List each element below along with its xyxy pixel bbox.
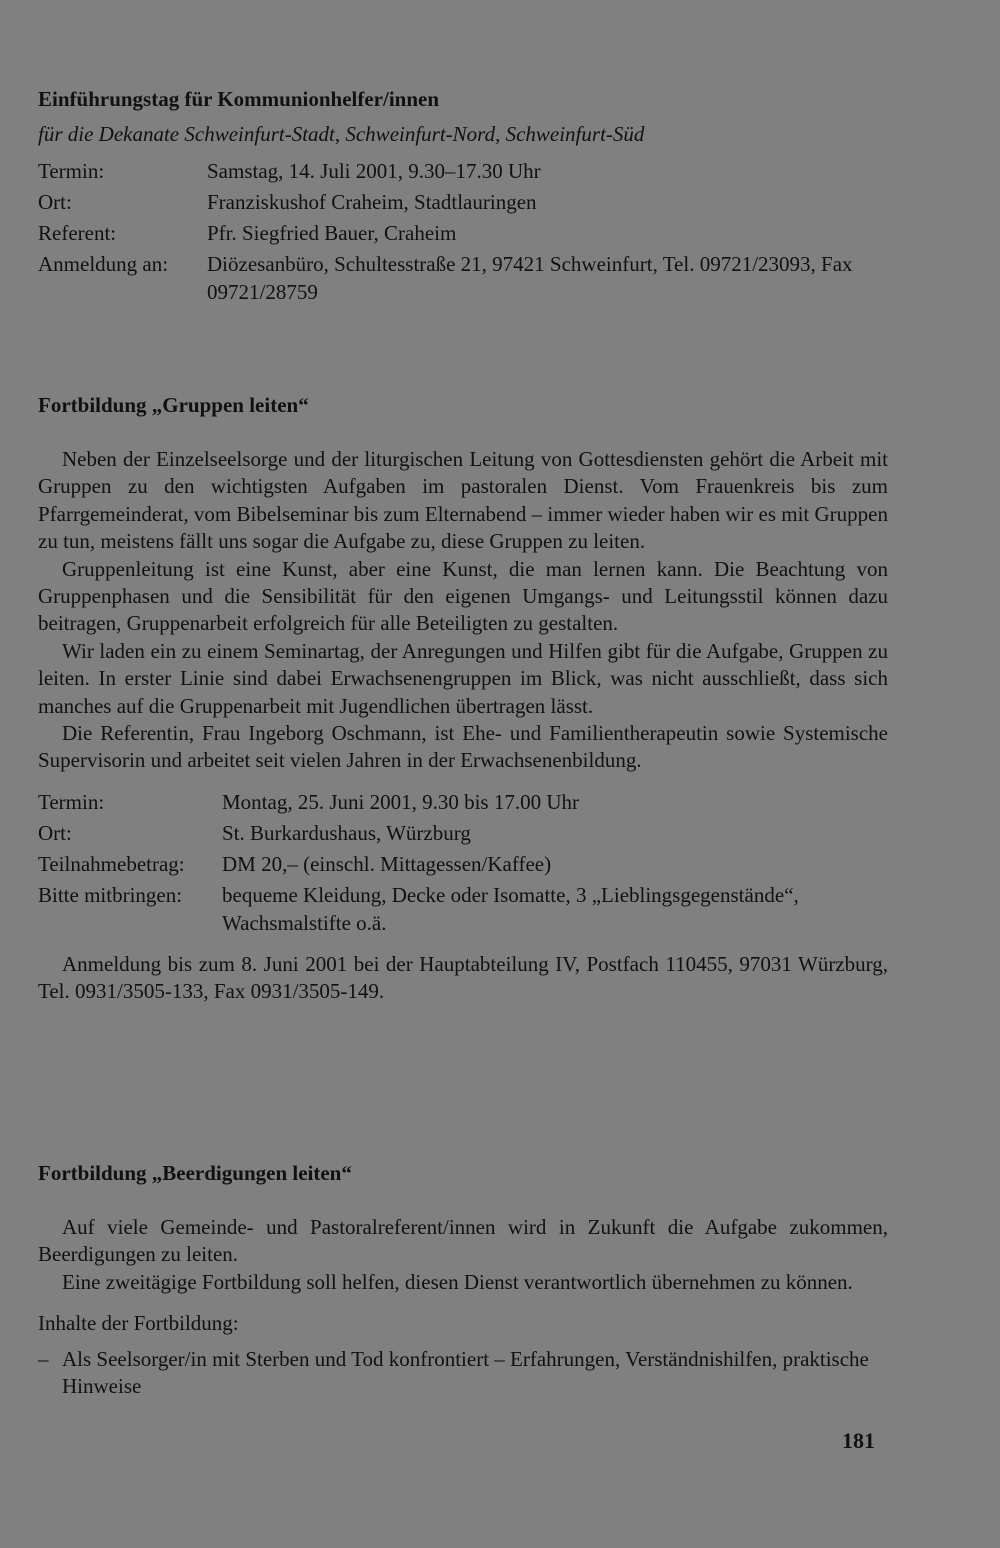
page-number: 181 [842, 1428, 875, 1453]
paragraph: Die Referentin, Frau Ingeborg Oschmann, ist Ehe- und Familientherapeutin sowie Systemische Supervisorin und arbeitet seit vielen Jahren in der Erwachsenenbildung. [38, 721, 888, 773]
info-label: Termin: [38, 159, 105, 183]
section-subtitle: für die Dekanate Schweinfurt-Stadt, Schweinfurt-Nord, Schweinfurt-Süd [38, 122, 645, 146]
info-value: Franziskushof Craheim, Stadtlauringen [207, 190, 537, 214]
info-value: Samstag, 14. Juli 2001, 9.30–17.30 Uhr [207, 159, 541, 183]
paragraph: Auf viele Gemeinde- und Pastoralreferent/innen wird in Zukunft die Aufgabe zukommen, Beerdigungen zu leiten. [38, 1215, 888, 1267]
info-label: Teilnahmebetrag: [38, 851, 185, 876]
paragraph: Wir laden ein zu einem Seminartag, der Anregungen und Hilfen gibt für die Aufgabe, Gruppen zu leiten. In erster Linie sind dabei Erwachsenengruppen im Blick, was nicht ausschließt, dass sich manches auf die Gruppenarbeit mit Jugendlichen übertragen lässt. [38, 638, 888, 718]
info-label: Ort: [38, 190, 72, 214]
info-label: Referent: [38, 221, 117, 245]
info-value: bequeme Kleidung, Decke oder Isomatte, 3 „Lieblingsgegenstände“, Wachsmalstifte o.ä. [222, 882, 799, 935]
info-value: Pfr. Siegfried Bauer, Craheim [207, 221, 457, 245]
section-beerdigungen-leiten [38, 1160, 888, 1400]
section-kommunionhelfer [38, 86, 888, 306]
section-title: Einführungstag für Kommunionhelfer/innen [38, 87, 440, 111]
section-title: Fortbildung „Beerdigungen leiten“ [38, 1161, 352, 1185]
info-table [38, 154, 888, 306]
info-label: Termin: [38, 789, 105, 814]
info-value: DM 20,– (einschl. Mittagessen/Kaffee) [222, 851, 552, 876]
list-item-text: Als Seelsorger/in mit Sterben und Tod konfrontiert – Erfahrungen, Verständnishilfen, praktische Hinweise [62, 1346, 869, 1399]
info-value: St. Burkardushaus, Würzburg [222, 820, 471, 845]
info-label: Bitte mitbringen: [38, 882, 183, 907]
paragraph: Gruppenleitung ist eine Kunst, aber eine Kunst, die man lernen kann. Die Beachtung von Gruppenphasen und die Sensibilität für den eigenen Umgangs- und Leitungsstil können dazu beitragen, Gruppenarbeit erfolgreich für alle Beteiligten zu gestalten. [38, 556, 888, 636]
info-value: Montag, 25. Juni 2001, 9.30 bis 17.00 Uhr [222, 789, 579, 814]
body-text [38, 1214, 888, 1296]
section-title: Fortbildung „Gruppen leiten“ [38, 393, 309, 417]
registration-note: Anmeldung bis zum 8. Juni 2001 bei der Hauptabteilung IV, Postfach 110455, 97031 Würzburg, Tel. 0931/3505-133, Fax 0931/3505-149. [38, 951, 888, 1004]
contents-label: Inhalte der Fortbildung: [38, 1311, 239, 1336]
paragraph: Neben der Einzelseelsorge und der liturgischen Leitung von Gottesdiensten gehört die Arbeit mit Gruppen zu den wichtigsten Aufgaben im pastoralen Dienst. Vom Frauenkreis bis zum Pfarrgemeinderat, vom Bibelseminar bis zum Elternabend – immer wieder haben wir es mit Gruppen zu tun, meistens fällt uns sogar die Aufgabe zu, diese Gruppen zu leiten. [38, 447, 888, 554]
info-label: Anmeldung an: [38, 252, 169, 276]
info-value: Diözesanbüro, Schultesstraße 21, 97421 Schweinfurt, Tel. 09721/23093, Fax 09721/28759 [207, 252, 853, 304]
dash-bullet: – [38, 1346, 49, 1371]
paragraph: Eine zweitägige Fortbildung soll helfen, diesen Dienst verantwortlich übernehmen zu können. [62, 1269, 853, 1294]
info-label: Ort: [38, 820, 72, 845]
info-table [38, 785, 888, 937]
body-text [38, 446, 888, 775]
section-gruppen-leiten [38, 392, 888, 1006]
list-item [38, 1346, 888, 1401]
